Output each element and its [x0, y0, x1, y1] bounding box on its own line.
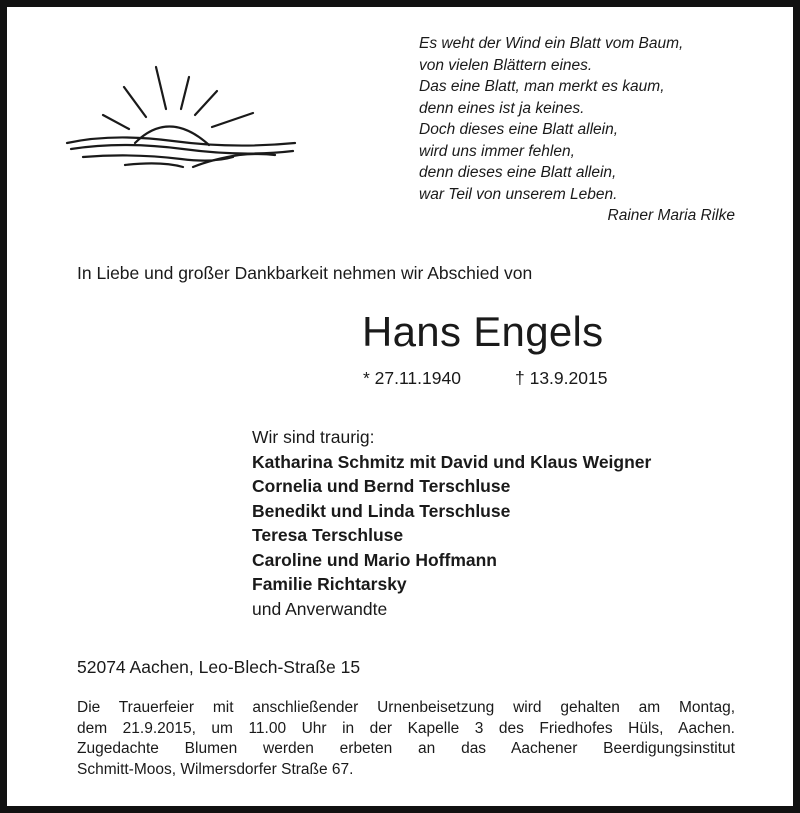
poem-line: denn eines ist ja keines.: [419, 99, 585, 117]
funeral-notice: [77, 698, 735, 780]
poem-line: denn dieses eine Blatt allein,: [419, 164, 617, 181]
deceased-name: Hans Engels: [362, 308, 604, 355]
rising-sun-icon: [63, 63, 299, 175]
notice-line: dem 21.9.2015, um 11.00 Uhr in der Kapelle 3 des Friedhofes Hüls, Aachen.: [77, 719, 735, 737]
poem-line: von vielen Blättern eines.: [419, 56, 593, 74]
poem-line: war Teil von unserem Leben.: [419, 185, 618, 203]
poem-line: Es weht der Wind ein Blatt vom Baum,: [419, 35, 684, 52]
mourners-list: [252, 425, 651, 621]
mourner-name: Caroline und Mario Hoffmann: [252, 549, 497, 570]
notice-line: Die Trauerfeier mit anschließender Urnenbeisetzung wird gehalten am Montag,: [77, 699, 735, 716]
mourners-heading: Wir sind traurig:: [252, 427, 375, 447]
poem: [419, 33, 739, 227]
mourner-name: Katharina Schmitz mit David und Klaus Weigner: [252, 451, 652, 472]
poem-author: Rainer Maria Rilke: [607, 207, 735, 224]
poem-line: Das eine Blatt, man merkt es kaum,: [419, 78, 665, 95]
relatives-text: und Anverwandte: [252, 598, 388, 619]
notice-line: Zugedachte Blumen werden erbeten an das Aachener Beerdigungsinstitut: [77, 740, 735, 757]
death-date: † 13.9.2015: [515, 368, 608, 388]
birth-date: * 27.11.1940: [363, 368, 461, 388]
poem-line: Doch dieses eine Blatt allein,: [419, 121, 619, 138]
poem-line: wird uns immer fehlen,: [419, 142, 575, 160]
notice-line: Schmitt-Moos, Wilmersdorfer Straße 67.: [77, 760, 354, 778]
mourner-name: Familie Richtarsky: [252, 574, 407, 594]
intro-text: In Liebe und großer Dankbarkeit nehmen wir Abschied von: [77, 263, 533, 283]
mourner-name: Benedikt und Linda Terschluse: [252, 500, 511, 521]
mourner-name: Cornelia und Bernd Terschluse: [252, 476, 511, 496]
mourner-name: Teresa Terschluse: [252, 525, 404, 545]
family-address: 52074 Aachen, Leo-Blech-Straße 15: [77, 657, 361, 677]
